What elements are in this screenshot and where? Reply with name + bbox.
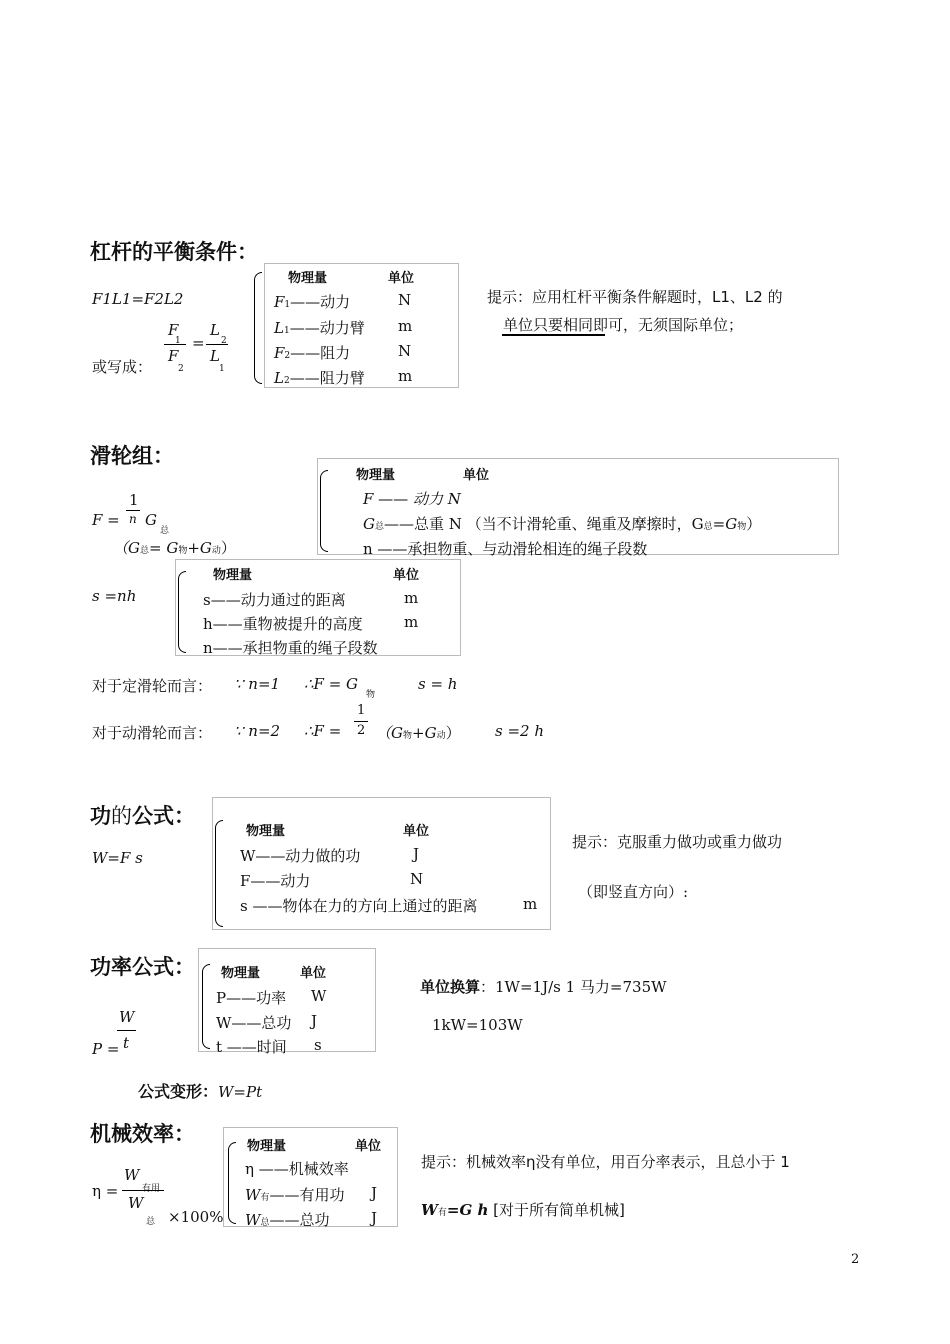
pulley-f-g: G <box>145 511 157 529</box>
pulley-title: 滑轮组： <box>90 444 174 468</box>
pulley-box2-row-unit: m <box>404 589 419 607</box>
fixed-pulley-sub: 物 <box>366 690 376 700</box>
work-header-unit: 单位 <box>403 824 430 839</box>
work-row-unit: N <box>410 870 424 888</box>
pulley-f-lhs: F = <box>92 511 120 529</box>
efficiency-row: η ——机械效率 <box>245 1160 349 1178</box>
work-row: W——动力做的功 <box>240 847 361 865</box>
power-variant: 公式变形：W=Pt <box>138 1082 263 1101</box>
efficiency-num-sub: 有用 <box>142 1184 161 1194</box>
power-row-unit: W <box>311 987 327 1005</box>
work-header-qty: 物理量 <box>246 824 286 839</box>
work-row: F——动力 <box>240 872 311 890</box>
efficiency-header-qty: 物理量 <box>247 1139 287 1154</box>
pulley-f-den: n <box>129 512 137 526</box>
efficiency-brace <box>228 1142 236 1224</box>
lever-row-unit: m <box>398 317 413 335</box>
power-frac-line <box>117 1030 136 1031</box>
lever-frac-right-den: L <box>210 347 220 365</box>
movable-pulley-label: 对于动滑轮而言： <box>92 724 213 742</box>
lever-tip-underline <box>502 334 605 336</box>
power-row: W——总功 <box>216 1014 292 1032</box>
lever-frac-left-sub2: 2 <box>178 364 184 374</box>
movable-pulley-den: 2 <box>357 723 366 738</box>
lever-row-unit: m <box>398 367 413 385</box>
pulley-f-line <box>126 510 140 511</box>
fixed-pulley-s: s = h <box>418 675 458 693</box>
power-row-unit: J <box>311 1012 318 1030</box>
power-row: P——功率 <box>216 989 287 1007</box>
work-title: 功的公式： <box>90 804 195 828</box>
pulley-box2-header-qty: 物理量 <box>213 568 253 583</box>
movable-pulley-because: ∵ n=2 <box>234 722 281 740</box>
efficiency-title: 机械效率： <box>90 1122 195 1146</box>
lever-formula: F1L1=F2L2 <box>92 290 184 308</box>
lever-frac-right-num: L <box>210 321 220 339</box>
movable-pulley-s: s =2 h <box>495 722 545 740</box>
power-row-unit: s <box>314 1036 322 1054</box>
pulley-f-g-sub: 总 <box>160 526 170 536</box>
pulley-box2-row: s——动力通过的距离 <box>203 591 346 609</box>
efficiency-frac-line <box>122 1190 164 1191</box>
power-title: 功率公式： <box>90 955 195 979</box>
power-conversion: 单位换算：1W=1J/s 1 马力=735W <box>420 978 667 996</box>
power-brace <box>202 964 210 1049</box>
pulley-box2-row: h——重物被提升的高度 <box>203 615 363 633</box>
power-lhs: P = <box>92 1040 120 1058</box>
pulley-box2-row: n——承担物重的绳子段数 <box>203 639 378 657</box>
pulley-s-formula: s =nh <box>92 587 137 605</box>
efficiency-row: W总——总功 <box>245 1211 330 1229</box>
lever-alt-label: 或写成： <box>92 358 153 376</box>
work-tip-line1: 提示：克服重力做功或重力做功 <box>572 833 783 851</box>
lever-row-unit: N <box>398 342 412 360</box>
lever-header-unit: 单位 <box>388 271 415 286</box>
pulley-box1-header-qty: 物理量 <box>356 468 396 483</box>
power-num: W <box>119 1008 135 1026</box>
work-formula: W=F s <box>92 849 143 867</box>
pulley-box1-header-unit: 单位 <box>463 468 490 483</box>
pulley-g-expression: （G总= G物+G动） <box>113 539 236 557</box>
movable-pulley-line <box>354 721 368 722</box>
lever-row: L1——动力臂 <box>274 319 365 337</box>
pulley-box1-row3: n ——承担物重、与动滑轮相连的绳子段数 <box>363 540 648 558</box>
power-row: t ——时间 <box>216 1038 287 1056</box>
efficiency-tip-line2: W有=G h [对于所有简单机械] <box>421 1201 625 1219</box>
power-den: t <box>123 1034 130 1052</box>
efficiency-den-sub: 总 <box>146 1217 156 1227</box>
lever-header-qty: 物理量 <box>288 271 328 286</box>
lever-title: 杠杆的平衡条件： <box>90 240 258 264</box>
pulley-box1-row2: G总——总重 N （当不计滑轮重、绳重及摩擦时，G总=G物） <box>363 515 762 533</box>
fixed-pulley-therefore: ∴F = G <box>304 675 359 693</box>
lever-frac-left-num: F <box>168 321 179 339</box>
lever-brace <box>254 272 262 384</box>
pulley-distance-brace <box>178 571 186 653</box>
efficiency-header-unit: 单位 <box>355 1139 382 1154</box>
work-row-unit: J <box>413 845 420 863</box>
lever-frac-right-sub1: 2 <box>221 336 227 346</box>
lever-tip-line1: 提示：应用杠杆平衡条件解题时，L1、L2 的 <box>487 288 783 306</box>
pulley-box2-header-unit: 单位 <box>393 568 420 583</box>
lever-frac-left-den: F <box>168 347 179 365</box>
work-row-unit: m <box>523 895 538 913</box>
pulley-box1-row1: F —— 动力 N <box>363 490 461 508</box>
power-conversion-kw: 1kW=103W <box>432 1016 523 1034</box>
pulley-force-brace <box>320 470 328 552</box>
power-header-qty: 物理量 <box>221 966 261 981</box>
efficiency-lhs: η = <box>92 1182 119 1200</box>
movable-pulley-therefore: ∴F = <box>304 722 342 740</box>
lever-tip-line2: 单位只要相同即可，无须国际单位； <box>503 316 744 334</box>
efficiency-den: W <box>128 1194 144 1212</box>
work-tip-line2: （即竖直方向）: <box>578 883 689 901</box>
fixed-pulley-label: 对于定滑轮而言： <box>92 677 213 695</box>
efficiency-times: ×100% <box>168 1208 224 1226</box>
movable-pulley-num: 1 <box>357 703 366 718</box>
movable-pulley-expression: （G物+G动） <box>376 724 461 742</box>
fixed-pulley-because: ∵ n=1 <box>234 675 281 693</box>
lever-row: F2——阻力 <box>274 344 351 362</box>
lever-row: L2——阻力臂 <box>274 369 365 387</box>
lever-frac-eq: = <box>192 334 205 352</box>
lever-row: F1——动力 <box>274 293 351 311</box>
lever-row-unit: N <box>398 291 412 309</box>
efficiency-row: W有——有用功 <box>245 1186 345 1204</box>
efficiency-row-unit: J <box>371 1209 378 1227</box>
lever-frac-right-sub2: 1 <box>219 364 225 374</box>
efficiency-num: W <box>124 1166 140 1184</box>
pulley-f-num: 1 <box>129 491 139 509</box>
efficiency-tip-line1: 提示：机械效率η没有单位，用百分率表示，且总小于 1 <box>421 1153 790 1171</box>
lever-frac-left-sub1: 1 <box>175 336 181 346</box>
work-brace <box>215 820 223 927</box>
efficiency-row-unit: J <box>371 1184 378 1202</box>
page-number: 2 <box>851 1252 860 1267</box>
pulley-box2-row-unit: m <box>404 613 419 631</box>
work-row: s ——物体在力的方向上通过的距离 <box>240 897 478 915</box>
power-header-unit: 单位 <box>300 966 327 981</box>
